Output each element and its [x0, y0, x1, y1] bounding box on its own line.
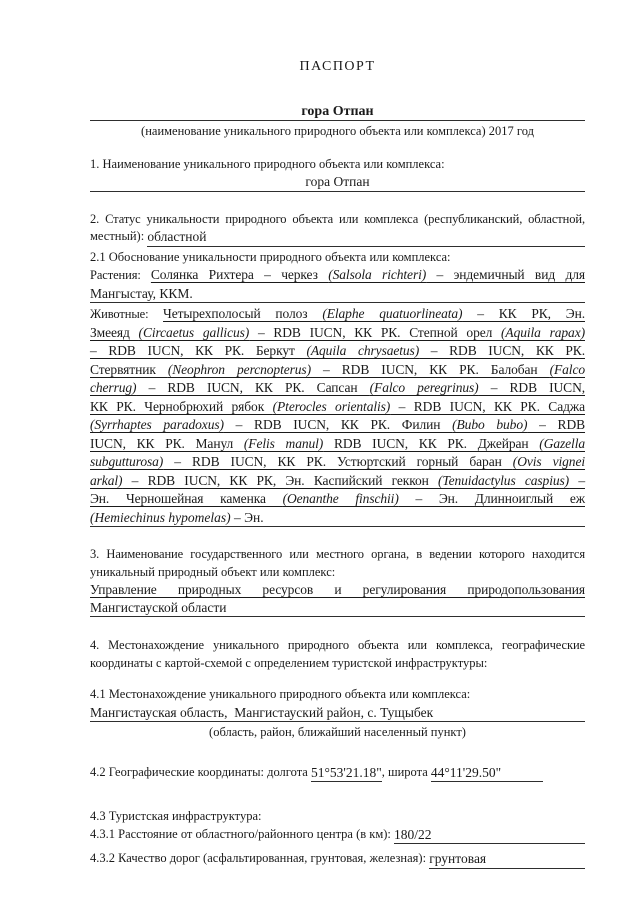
location-value: Мангистауская область, Мангистауский район, с. Тущыбек — [90, 704, 433, 723]
text-segment: (Falco peregrinus) — [369, 380, 479, 395]
animals-line-3 — [90, 342, 585, 361]
text-segment: КК РК. Чернобрюхий рябок — [90, 398, 273, 414]
section-4-1-value-row — [90, 704, 585, 725]
blank-line-right — [382, 103, 585, 122]
text-segment: – RDB IUCN, КК РК. — [419, 343, 585, 358]
text-segment: RDB IUCN, КК РК. Джейран — [323, 435, 540, 451]
text-segment: (Syrrhaptes paradoxus) — [90, 417, 224, 432]
section-4-1 — [90, 686, 585, 742]
text-segment: (Aquila rapax) — [501, 324, 585, 340]
text-segment: IUCN, КК РК. Манул — [90, 435, 244, 451]
object-name-caption: (наименование уникального природного объекта или комплекса) 2017 год — [141, 124, 534, 138]
animals-line-4 — [90, 361, 585, 380]
section-3 — [90, 546, 585, 619]
text-segment: – эндемичный вид для — [426, 267, 585, 282]
section-3-value-line1: Управление природных ресурсов и регулирования природопользования — [90, 582, 585, 597]
text-segment: subgutturosa) — [90, 454, 164, 469]
animals-line-12-text — [90, 509, 264, 528]
section-2-status-label-line1: 2. Статус уникальности природного объекта или комплекса (республиканский, областной, — [90, 211, 585, 226]
plants-line-1 — [90, 266, 585, 285]
text-segment: (Neophron percnopterus) — [167, 361, 311, 377]
document-title: ПАСПОРТ — [299, 59, 376, 74]
section-2-status-value-line — [90, 228, 585, 249]
section-3-label-line2: уникальный природный объект или комплекс: — [90, 564, 336, 579]
section-1-label: 1. Наименование уникального природного объекта или комплекса: — [90, 156, 445, 171]
text-segment: – — [569, 472, 585, 488]
plants-line-2 — [90, 285, 585, 306]
blank-line-short — [501, 764, 543, 783]
section-1-value: гора Отпан — [295, 173, 379, 192]
section-4-1-label: 4.1 Местонахождение уникального природного объекта или комплекса: — [90, 687, 471, 701]
section-2-1-label: 2.1 Обоснование уникальности природного объекта или комплекса: — [90, 249, 451, 264]
text-segment: cherrug) — [90, 380, 137, 395]
text-segment: (Bubo bubo) — [452, 417, 528, 432]
section-3-value-line2: Мангистауской области — [90, 599, 226, 618]
blank-line-left — [90, 103, 293, 122]
text-segment: – RDB IUCN, КК РК. Устюртский горный баран — [163, 454, 513, 469]
section-4-3-1-row — [90, 826, 585, 847]
text-segment: – RDB IUCN, КК РК, Эн. Каспийский геккон — [122, 472, 438, 488]
section-4-1-caption: (область, район, ближайший населенный пункт) — [209, 725, 466, 739]
section-3-label-line1: 3. Наименование государственного или местного органа, в ведении которого находится — [90, 547, 585, 561]
section-4-2-middle-label: , широта — [381, 764, 431, 779]
blank-line — [206, 228, 585, 247]
animals-line-2 — [90, 324, 585, 343]
status-value: областной — [147, 228, 206, 247]
text-segment: – RDB IUCN, КК РК. Сапсан — [136, 380, 370, 395]
blank-line — [226, 599, 585, 618]
text-segment: – RDB IUCN, — [478, 380, 585, 395]
section-4-2-label: 4.2 Географические координаты: долгота — [90, 764, 311, 779]
section-1-value-line — [90, 173, 585, 194]
animals-line-1 — [90, 305, 585, 324]
text-segment: – RDB IUCN, КК РК. Филин — [223, 417, 453, 432]
text-segment: Солянка Рихтера – черкез — [150, 267, 329, 282]
text-segment: Мангыстау, ККМ. — [90, 285, 193, 301]
blank-line — [486, 850, 585, 869]
blank-line — [193, 285, 585, 304]
text-segment: Змееяд — [90, 324, 139, 340]
text-segment: (Hemiechinus hypomelas) — [90, 509, 231, 525]
section-4-3 — [90, 808, 585, 871]
section-4-3-1-label: 4.3.1 Расстояние от областного/районного центра (в км): — [90, 826, 395, 841]
text-segment: arkal) — [90, 472, 123, 488]
text-segment: (Aquila chrysaetus) — [306, 343, 420, 358]
section-4 — [90, 637, 585, 672]
section-4-3-2-label: 4.3.2 Качество дорог (асфальтированная, грунтовая, железная): — [90, 851, 430, 865]
text-segment: Животные: — [90, 307, 164, 321]
text-segment: (Tenuidactylus caspius) — [438, 472, 570, 488]
text-segment: – RDB IUCN, КК РК. Беркут — [90, 343, 307, 358]
animals-line-7 — [90, 416, 585, 435]
blank-line — [432, 826, 585, 845]
text-segment: (Gazella — [539, 435, 585, 451]
text-segment: (Pterocles orientalis) — [272, 398, 391, 414]
text-segment: – RDB IUCN, КК РК. Саджа — [390, 398, 585, 414]
text-segment: (Circaetus gallicus) — [138, 324, 250, 340]
animals-line-11 — [90, 490, 585, 509]
object-name: гора Отпан — [293, 103, 381, 122]
blank-line-right — [380, 173, 585, 192]
road-quality-value: грунтовая — [429, 850, 486, 869]
latitude-value: 44°11'29.50" — [431, 764, 501, 783]
text-segment: (Oenanthe finschii) — [282, 491, 399, 506]
section-2-status-label-line2: местный): — [90, 229, 148, 243]
text-segment: – RDB IUCN, КК РК. Балобан — [310, 361, 550, 377]
animals-line-9 — [90, 453, 585, 472]
text-segment: (Elaphe quatuorlineata) — [322, 306, 463, 321]
animals-line-8 — [90, 435, 585, 454]
text-segment: (Salsola richteri) — [328, 267, 427, 282]
blank-line — [264, 509, 585, 528]
text-segment: – Эн. — [230, 509, 264, 525]
distance-value: 180/22 — [394, 826, 432, 845]
section-4-3-label: 4.3 Туристская инфраструктура: — [90, 809, 262, 823]
longitude-value: 51°53'21.18" — [311, 764, 382, 783]
section-4-label-line2: координаты с картой-схемой с определением туристской инфраструктуры: — [90, 655, 488, 670]
blank-line-left — [90, 173, 295, 192]
text-segment: Четырехполосый полоз — [163, 306, 323, 321]
animals-line-12 — [90, 509, 585, 530]
animals-line-10 — [90, 472, 585, 491]
text-segment: Растения: — [90, 268, 151, 282]
section-4-2-row — [90, 764, 585, 785]
text-segment: – RDB — [527, 417, 586, 432]
text-segment: Эн. Черношейная каменка — [90, 491, 283, 506]
plants-line-2-text — [90, 285, 193, 304]
text-segment: (Ovis vignei — [512, 454, 586, 469]
text-segment: – Эн. Длинноиглый еж — [398, 491, 585, 506]
text-segment: (Falco — [549, 361, 585, 377]
section-3-value-line2-row — [90, 599, 585, 620]
text-segment: (Felis manul) — [243, 435, 324, 451]
object-name-line — [90, 103, 585, 124]
text-segment: Стервятник — [90, 361, 168, 377]
animals-line-5 — [90, 379, 585, 398]
text-segment: – КК РК, Эн. — [462, 306, 585, 321]
blank-line — [433, 704, 585, 723]
section-4-3-2-row — [90, 850, 585, 871]
section-2 — [90, 211, 585, 530]
animals-line-6 — [90, 398, 585, 417]
section-4-label-line1: 4. Местонахождение уникального природного объекта или комплекса, географические — [90, 638, 585, 652]
section-1 — [90, 156, 585, 194]
text-segment: – RDB IUCN, КК РК. Степной орел — [249, 324, 502, 340]
